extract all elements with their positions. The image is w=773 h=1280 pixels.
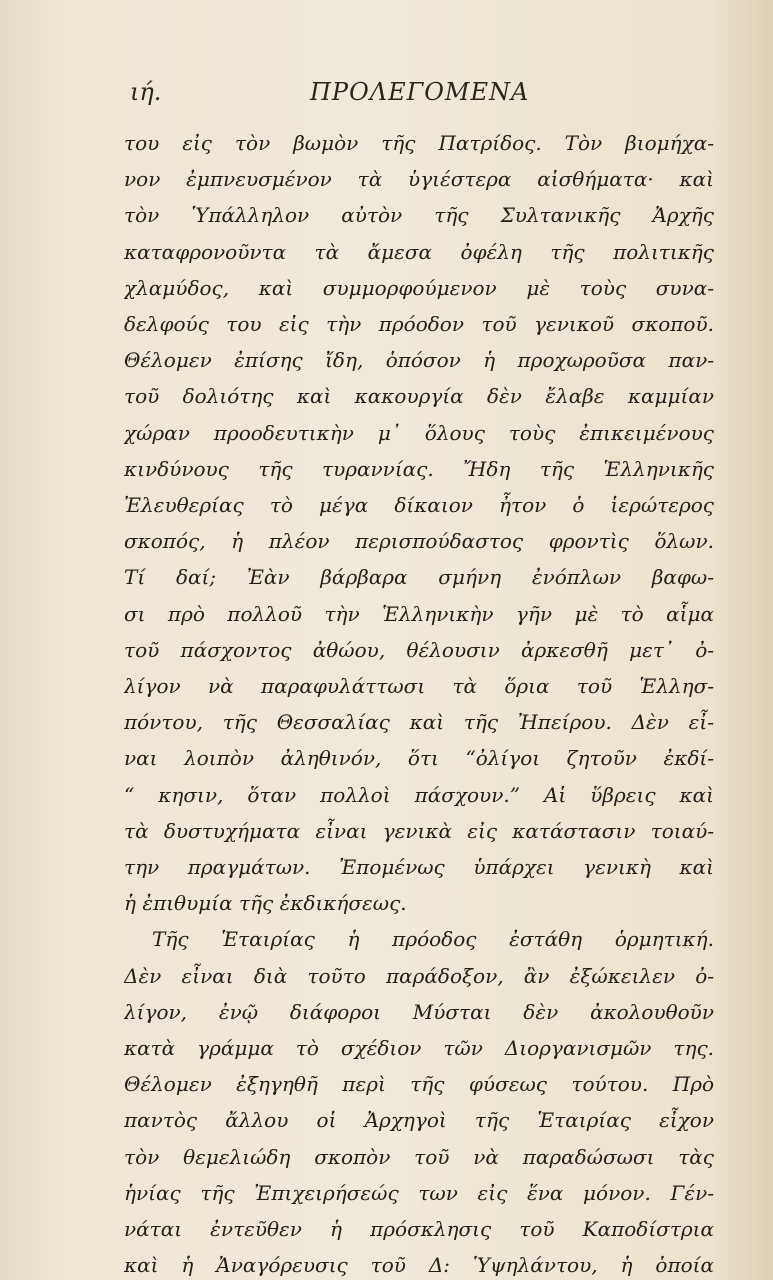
text-line: την πραγμάτων. Ἐπομένως ὑπάρχει γενικὴ καὶ <box>124 855 714 880</box>
text-line: ἡνίας τῆς Ἐπιχειρήσεώς των εἰς ἕνα μόνον. Γέν- <box>124 1180 714 1205</box>
running-title: ΠΡΟΛΕΓΟΜΕΝΑ <box>310 78 530 106</box>
text-line: Ἐλευθερίας τὸ μέγα δίκαιον ἦτον ὁ ἱερώτερος <box>124 493 714 518</box>
text-line: χλαμύδος, καὶ συμμορφούμενον μὲ τοὺς συνα- <box>124 275 714 300</box>
text-line: τὸν θεμελιώδη σκοπὸν τοῦ νὰ παραδώσωσι τὰς <box>124 1144 714 1169</box>
text-line: ναι λοιπὸν ἀληθινόν, ὅτι “ὀλίγοι ζητοῦν ἐκδί- <box>124 746 714 771</box>
text-line: λίγον νὰ παραφυλάττωσι τὰ ὅρια τοῦ Ἑλλησ- <box>124 674 714 699</box>
text-line: δελφούς του εἰς τὴν πρόοδον τοῦ γενικοῦ σκοποῦ. <box>124 312 714 337</box>
text-line: νον ἐμπνευσμένον τὰ ὑγιέστερα αἰσθήματα· καὶ <box>124 167 714 192</box>
text-line: σι πρὸ πολλοῦ τὴν Ἑλληνικὴν γῆν μὲ τὸ αἷμα <box>124 601 714 626</box>
text-line: Δὲν εἶναι διὰ τοῦτο παράδοξον, ἂν ἐξώκειλεν ὀ- <box>124 963 714 988</box>
text-line: τὰ δυστυχήματα εἶναι γενικὰ εἰς κατάστασιν τοιαύ- <box>124 818 714 843</box>
text-line: Τί δαί; Ἐὰν βάρβαρα σμήνη ἐνόπλων βαφω- <box>124 565 714 590</box>
page-header <box>130 78 710 118</box>
text-line: ἡ ἐπιθυμία τῆς ἐκδικήσεως. <box>124 891 407 916</box>
text-line: “ κησιν, ὅταν πολλοὶ πάσχουν.” Αἱ ὕβρεις καὶ <box>124 782 714 807</box>
text-line: του εἰς τὸν βωμὸν τῆς Πατρίδος. Τὸν βιομήχα- <box>124 131 714 155</box>
text-line: πόντου, τῆς Θεσσαλίας καὶ τῆς Ἠπείρου. Δὲν εἶ- <box>124 710 714 735</box>
text-line: τὸν Ὑπάλληλον αὐτὸν τῆς Συλτανικῆς Ἀρχῆς <box>124 203 714 228</box>
text-line: κινδύνους τῆς τυραννίας. Ἤδη τῆς Ἑλληνικῆς <box>124 456 714 481</box>
text-line: χώραν προοδευτικὴν μ᾽ ὅλους τοὺς ἐπικειμένους <box>124 420 714 445</box>
page-number: ιή. <box>130 78 162 106</box>
text-line: λίγον, ἐνῷ διάφοροι Μύσται δὲν ἀκολουθοῦν <box>124 999 714 1024</box>
body-text <box>124 125 714 1280</box>
text-line: Θέλομεν ἐπίσης ἴδη, ὁπόσον ἡ προχωροῦσα παν- <box>124 348 714 373</box>
text-line: σκοπός, ἡ πλέον περισπούδαστος φροντὶς ὅλων. <box>124 529 714 554</box>
text-line: Θέλομεν ἐξηγηθῆ περὶ τῆς φύσεως τούτου. Πρὸ <box>124 1072 714 1097</box>
text-line: τοῦ δολιότης καὶ κακουργία δὲν ἔλαβε καμμίαν <box>124 384 714 409</box>
text-line: Τῆς Ἑταιρίας ἡ πρόοδος ἐστάθη ὁρμητική. <box>152 927 714 952</box>
text-line: νάται ἐντεῦθεν ἡ πρόσκλησις τοῦ Καποδίστρια <box>124 1217 714 1242</box>
text-line: καταφρονοῦντα τὰ ἄμεσα ὀφέλη τῆς πολιτικῆς <box>124 239 714 264</box>
text-line: τοῦ πάσχοντος ἀθώου, θέλουσιν ἀρκεσθῆ μετ᾽ ὀ- <box>124 637 714 662</box>
text-line: παντὸς ἄλλου οἱ Ἀρχηγοὶ τῆς Ἑταιρίας εἶχον <box>124 1108 714 1133</box>
text-line: καὶ ἡ Ἀναγόρευσις τοῦ Δ: Ὑψηλάντου, ἡ ὁποία <box>124 1253 714 1278</box>
text-line: κατὰ γράμμα τὸ σχέδιον τῶν Διοργανισμῶν της. <box>124 1036 714 1061</box>
